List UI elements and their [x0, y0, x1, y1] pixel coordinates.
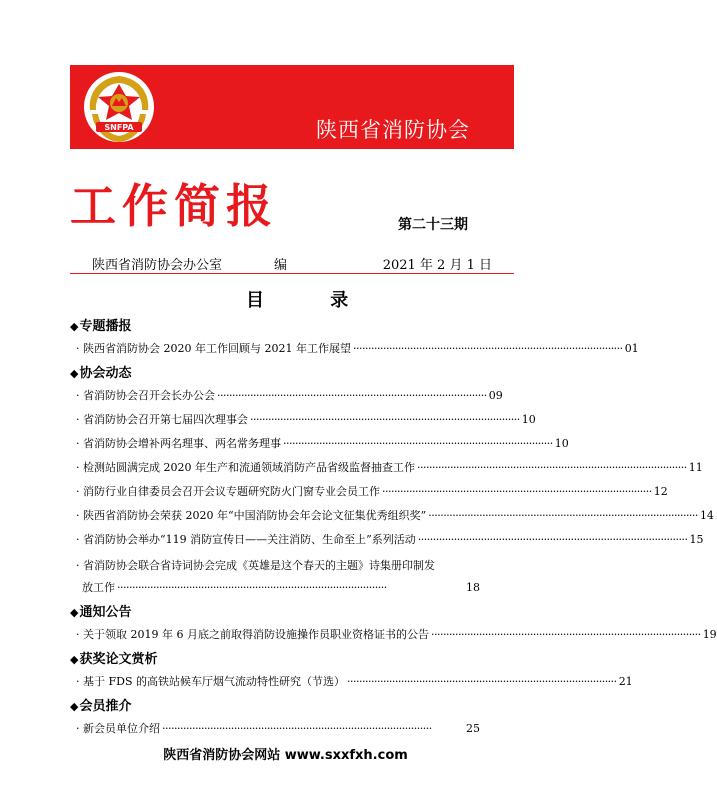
- publisher-office: 陕西省消防协会办公室: [92, 258, 223, 273]
- publication-line: [74, 254, 504, 272]
- emblem-lettering: SNFPA: [104, 123, 134, 132]
- toc-entry[interactable]: · 省消防协会联合省诗词协会完成《英雄是这个春天的主题》诗集册印制发: [76, 559, 435, 572]
- toc-entry-continuation[interactable]: 放工作 ·························································································· 18: [82, 581, 480, 594]
- toc-section-title: ◆专题播报: [70, 319, 132, 334]
- diamond-bullet-icon: ◆: [70, 700, 79, 713]
- toc-section-title: ◆获奖论文赏析: [70, 652, 158, 667]
- toc-section-title: ◆协会动态: [70, 366, 132, 381]
- masthead-rule: [70, 273, 514, 274]
- toc-entry[interactable]: · 基于 FDS 的高铁站候车厅烟气流动特性研究（节选） ·························································································· 21: [76, 675, 633, 688]
- issue-number: 第二十三期: [398, 217, 468, 233]
- toc-entry[interactable]: · 消防行业自律委员会召开会议专题研究防火门窗专业会员工作 ·························································································· 12: [76, 485, 668, 498]
- diamond-bullet-icon: ◆: [70, 320, 79, 333]
- toc-entry[interactable]: · 陕西省消防协会荣获 2020 年“中国消防协会年会论文征集优秀组织奖” ·························································································· 14: [76, 509, 714, 522]
- toc-section-title: ◆通知公告: [70, 605, 132, 620]
- toc-entry[interactable]: · 检测站圆满完成 2020 年生产和流通领域消防产品省级监督抽查工作 ·························································································· 11: [76, 461, 703, 474]
- org-name: 陕西省消防协会: [316, 118, 470, 142]
- toc-entry[interactable]: · 新会员单位介绍 ·························································································· 25: [76, 722, 480, 735]
- brief-title: 工作简报: [70, 179, 278, 233]
- snfpa-emblem-icon: [82, 70, 156, 144]
- footer-website[interactable]: 陕西省消防协会网站 www.sxxfxh.com: [163, 748, 408, 763]
- toc-entry[interactable]: · 省消防协会举办“119 消防宣传日——关注消防、生命至上”系列活动 ·························································································· 15: [76, 533, 704, 546]
- diamond-bullet-icon: ◆: [70, 367, 79, 380]
- table-of-contents: [70, 314, 717, 741]
- toc-entry[interactable]: · 关于领取 2019 年 6 月底之前取得消防设施操作员职业资格证书的公告 ·························································································· 19: [76, 628, 717, 641]
- publication-date: 2021 年 2 月 1 日: [382, 258, 492, 273]
- toc-entry[interactable]: · 省消防协会召开第七届四次理事会 ·························································································· 10: [76, 413, 536, 426]
- toc-entry[interactable]: · 陕西省消防协会 2020 年工作回顾与 2021 年工作展望 ·························································································· 01: [76, 342, 639, 355]
- toc-entry[interactable]: · 省消防协会召开会长办公会 ·························································································· 09: [76, 389, 503, 402]
- diamond-bullet-icon: ◆: [70, 653, 79, 666]
- editor-label: 编: [274, 258, 288, 273]
- toc-entry[interactable]: · 省消防协会增补两名理事、两名常务理事 ·························································································· 10: [76, 437, 569, 450]
- toc-heading: 目 录: [246, 290, 379, 311]
- toc-section-title: ◆会员推介: [70, 699, 132, 714]
- diamond-bullet-icon: ◆: [70, 606, 79, 619]
